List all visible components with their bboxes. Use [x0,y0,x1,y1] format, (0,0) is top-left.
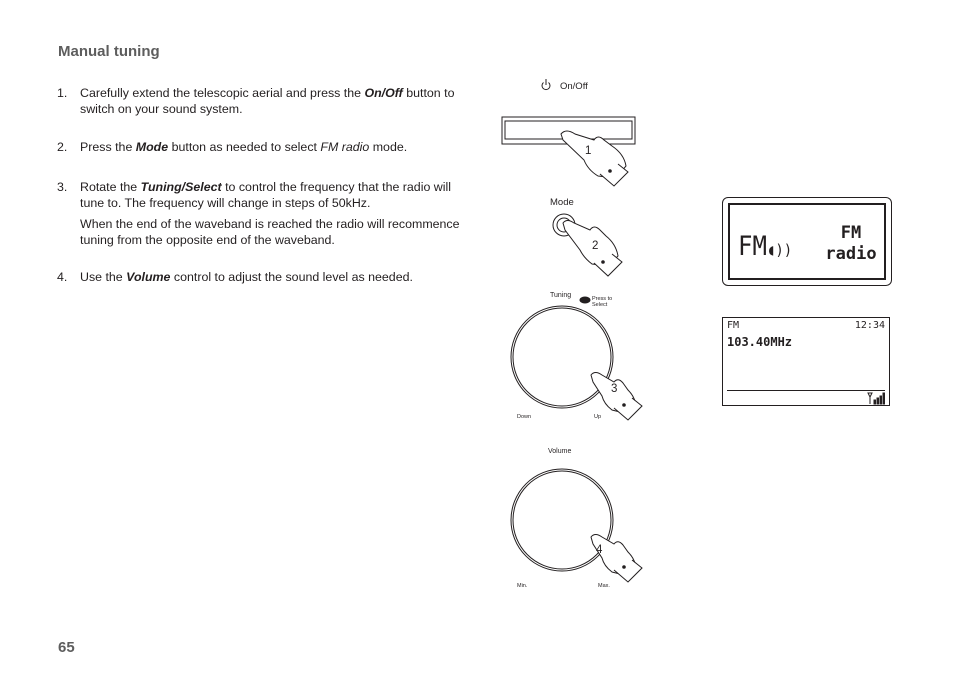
mode-display [722,197,892,286]
step-term: FM radio [320,140,370,154]
display-line-1: FM [840,223,862,243]
power-icon [542,79,550,90]
step-note: When the end of the waveband is reached the radio will recommence tuning from the opposite end of the waveband. [80,217,460,247]
step-number: 3. [57,180,68,194]
step-keyword: Volume [126,270,171,284]
onoff-label: On/Off [560,81,588,92]
pointing-hand-icon [591,373,642,421]
page-heading: Manual tuning [58,43,160,60]
callout-2: 2 [592,240,599,252]
lcd-band: FM [727,320,740,331]
step-text: Use the [80,270,127,284]
step-keyword: Tuning/Select [140,180,222,194]
lcd-divider [727,390,885,391]
step-text: mode. [369,140,408,154]
step-text: Carefully extend the telescopic aerial and press the [80,86,365,100]
max-label: Max. [598,583,610,589]
callout-1: 1 [585,145,592,157]
display-line-2: radio [825,244,877,264]
mode-label: Mode [550,197,574,208]
step-text: button as needed to select [168,140,321,154]
callout-3: 3 [611,383,618,395]
step-number: 1. [57,86,68,100]
step-number: 4. [57,270,68,284]
radio-waves-icon: ◖)) [766,241,793,260]
lcd-display [722,317,890,406]
step-text: to control the frequency that the radio will tune to. The frequency will change in steps of 50kHz. [80,180,451,210]
step-text: button to switch on your sound system. [80,86,455,116]
step-text: Rotate the [80,180,141,194]
display-mode-name [818,223,884,265]
down-label: Down [517,414,532,420]
callout-4: 4 [596,544,603,556]
lcd-frequency: 103.40MHz [727,335,793,349]
step-text: Press the [80,140,136,154]
min-label: Min. [517,583,528,589]
pointing-hand-icon [591,535,642,583]
tuning-label: Tuning [550,292,572,299]
tuning-knob-figure [511,297,613,408]
step-text: control to adjust the sound level as needed. [170,270,413,284]
step-number: 2. [57,140,68,154]
page-number: 65 [58,639,75,656]
step-keyword: On/Off [364,86,403,100]
up-label: Up [594,414,602,420]
volume-label: Volume [548,448,572,455]
step-keyword: Mode [135,140,169,154]
lcd-time: 12:34 [854,320,885,331]
select-label: Select [592,302,608,308]
press-label: Press to [592,296,613,302]
display-fm-text: FM◖)) [738,230,793,262]
